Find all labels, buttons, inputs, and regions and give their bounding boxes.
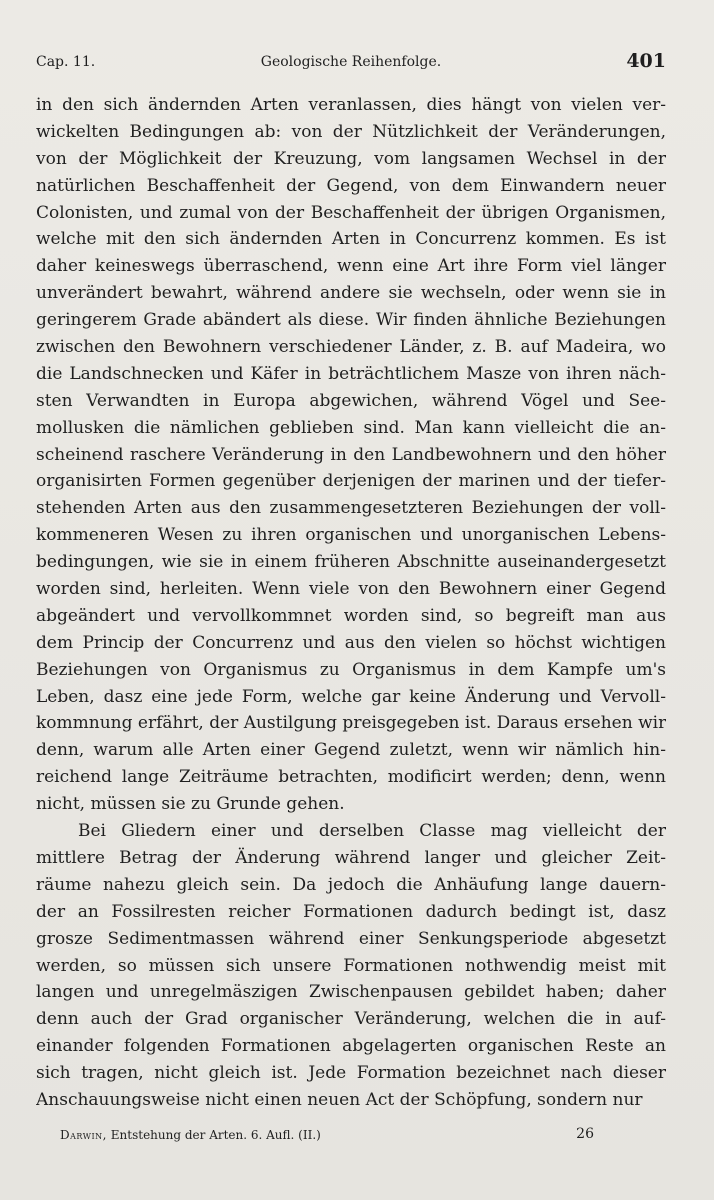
text-line: der an Fossilresten reicher Formationen dadurch bedingt ist, dasz <box>36 901 666 922</box>
text-line: von der Möglichkeit der Kreuzung, vom langsamen Wechsel in der <box>36 148 666 169</box>
text-line: kommeneren Wesen zu ihren organischen und unorganischen Lebens- <box>36 525 666 546</box>
text-line: mittlere Betrag der Änderung während langer und gleicher Zeit- <box>36 847 666 868</box>
text-line: Anschauungsweise nicht einen neuen Act der Schöpfung, sondern nur <box>36 1089 643 1110</box>
text-line: scheinend raschere Veränderung in den Landbewohnern und den höher <box>36 444 666 465</box>
text-line: sten Verwandten in Europa abgewichen, während Vögel und See- <box>36 390 666 411</box>
text-line: Colonisten, und zumal von der Beschaffenheit der übrigen Organismen, <box>36 202 666 223</box>
text-line: natürlichen Beschaffenheit der Gegend, von dem Einwandern neuer <box>36 175 666 196</box>
text-line: abgeändert und vervollkommnet worden sind, so begreift man aus <box>36 605 666 626</box>
text-line: Beziehungen von Organismus zu Organismus in dem Kampfe um's <box>36 659 666 680</box>
text-line: werden, so müssen sich unsere Formationen nothwendig meist mit <box>36 955 666 976</box>
text-line: unverändert bewahrt, während andere sie wechseln, oder wenn sie in <box>36 283 666 304</box>
text-line: daher keineswegs überraschend, wenn eine Art ihre Form viel länger <box>36 256 666 277</box>
text-line: stehenden Arten aus den zusammengesetzteren Beziehungen der voll- <box>36 498 666 519</box>
text-line: mollusken die nämlichen geblieben sind. Man kann vielleicht die an- <box>36 417 666 438</box>
text-line: nicht, müssen sie zu Grunde gehen. <box>36 794 345 815</box>
text-line: denn, warum alle Arten einer Gegend zuletzt, wenn wir nämlich hin- <box>36 740 666 761</box>
text-line: reichend lange Zeiträume betrachten, modificirt werden; denn, wenn <box>36 767 666 788</box>
text-line: die Landschnecken und Käfer in beträchtlichem Masze von ihren näch- <box>36 363 666 384</box>
running-title: Geologische Reihenfolge. <box>260 54 442 70</box>
text-line: denn auch der Grad organischer Veränderung, welchen die in auf- <box>36 1009 666 1030</box>
text-line: Bei Gliedern einer und derselben Classe mag vielleicht der <box>78 821 666 842</box>
text-line: grosze Sedimentmassen während einer Senkungsperiode abgesetzt <box>36 928 666 949</box>
text-line: worden sind, herleiten. Wenn viele von den Bewohnern einer Gegend <box>36 579 666 600</box>
footer-book: Entstehung der Arten. 6. Aufl. (II.) <box>110 1128 321 1142</box>
footer-author: Darwin, <box>60 1128 107 1142</box>
text-line: bedingungen, wie sie in einem früheren Abschnitte auseinandergesetzt <box>36 552 666 573</box>
text-line: sich tragen, nicht gleich ist. Jede Formation bezeichnet nach dieser <box>36 1063 666 1084</box>
text-line: organisirten Formen gegenüber derjenigen der marinen und der tiefer- <box>36 471 666 492</box>
text-line: welche mit den sich ändernden Arten in Concurrenz kommen. Es ist <box>36 229 666 250</box>
body-text <box>36 92 666 1114</box>
text-line: dem Princip der Concurrenz und aus den vielen so höchst wichtigen <box>36 632 666 653</box>
text-line: wickelten Bedingungen ab: von der Nützlichkeit der Veränderungen, <box>36 121 666 142</box>
text-line: räume nahezu gleich sein. Da jedoch die Anhäufung lange dauern- <box>36 874 666 895</box>
page-number: 401 <box>626 50 666 72</box>
text-line: kommnung erfährt, der Austilgung preisgegeben ist. Daraus ersehen wir <box>36 713 666 734</box>
text-line: in den sich ändernden Arten veranlassen, dies hängt von vielen ver- <box>36 95 666 115</box>
running-header <box>36 50 666 80</box>
sheet-signature: 26 <box>576 1126 594 1142</box>
text-line: zwischen den Bewohnern verschiedener Länder, z. B. auf Madeira, wo <box>36 337 666 358</box>
text-line: Leben, dasz eine jede Form, welche gar keine Änderung und Vervoll- <box>36 686 666 707</box>
text-line: geringerem Grade abändert als diese. Wir finden ähnliche Beziehungen <box>36 310 666 331</box>
chapter-label: Cap. 11. <box>36 54 96 70</box>
text-line: einander folgenden Formationen abgelagerten organischen Reste an <box>36 1036 666 1057</box>
footer-citation <box>60 1128 321 1142</box>
text-line: langen und unregelmäszigen Zwischenpausen gebildet haben; daher <box>36 982 666 1003</box>
